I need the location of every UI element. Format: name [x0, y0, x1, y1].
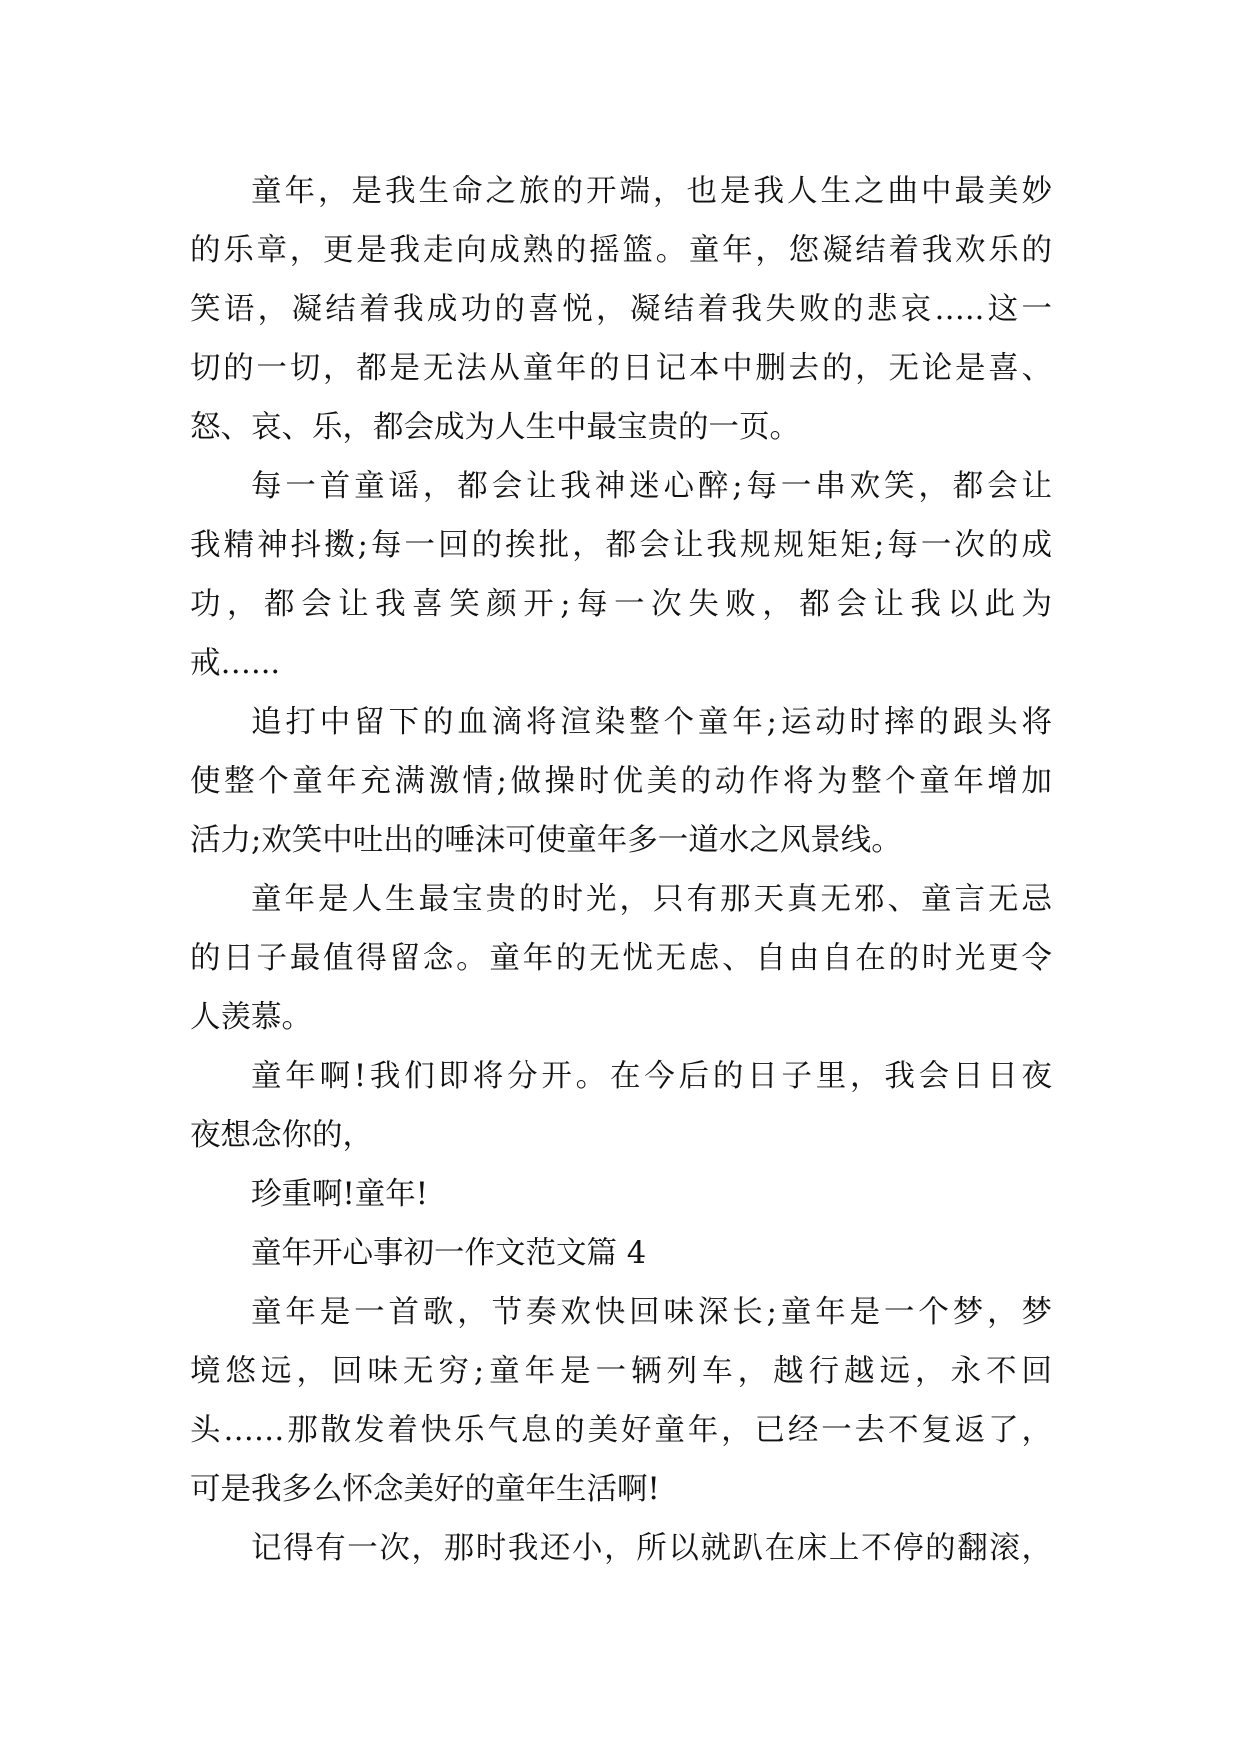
text-line: 笑语，凝结着我成功的喜悦，凝结着我失败的悲哀…..这一 — [190, 292, 1052, 327]
text-line: 功，都会让我喜笑颜开;每一次失败，都会让我以此为 — [190, 587, 1052, 622]
text-line: 活力;欢笑中吐出的唾沫可使童年多一道水之风景线。 — [190, 823, 902, 858]
text-line: 戒…... — [190, 646, 281, 681]
text-line: 记得有一次，那时我还小，所以就趴在床上不停的翻滚， — [251, 1531, 1052, 1566]
text-line: 人羡慕。 — [190, 1000, 312, 1035]
text-line: 的乐章，更是我走向成熟的摇篮。童年，您凝结着我欢乐的 — [190, 233, 1052, 268]
paragraph-4 — [190, 870, 1052, 1047]
text-line: 童年啊!我们即将分开。在今后的日子里，我会日日夜 — [251, 1059, 1052, 1094]
paragraph-5 — [190, 1047, 1052, 1165]
text-line: 怒、哀、乐，都会成为人生中最宝贵的一页。 — [190, 410, 800, 445]
paragraph-8 — [190, 1519, 1052, 1578]
paragraph-1 — [190, 162, 1052, 457]
text-line: 童年是人生最宝贵的时光，只有那天真无邪、童言无忌 — [251, 882, 1052, 917]
paragraph-6 — [190, 1165, 1052, 1224]
text-line: 的日子最值得留念。童年的无忧无虑、自由自在的时光更令 — [190, 941, 1052, 976]
text-line: 头……那散发着快乐气息的美好童年，已经一去不复返了， — [190, 1413, 1052, 1448]
text-line: 使整个童年充满激情;做操时优美的动作将为整个童年增加 — [190, 764, 1052, 799]
paragraph-7 — [190, 1283, 1052, 1519]
text-line: 童年，是我生命之旅的开端，也是我人生之曲中最美妙 — [251, 174, 1052, 209]
text-line: 可是我多么怀念美好的童年生活啊! — [190, 1472, 660, 1507]
document-body — [190, 162, 1052, 1578]
text-line: 每一首童谣，都会让我神迷心醉;每一串欢笑，都会让 — [251, 469, 1052, 504]
text-line: 追打中留下的血滴将渲染整个童年;运动时摔的跟头将 — [251, 705, 1052, 740]
text-line: 我精神抖擞;每一回的挨批，都会让我规规矩矩;每一次的成 — [190, 528, 1052, 563]
paragraph-3 — [190, 693, 1052, 870]
text-line: 珍重啊!童年! — [251, 1177, 429, 1212]
paragraph-2 — [190, 457, 1052, 693]
section-heading — [190, 1224, 1052, 1283]
text-line: 夜想念你的， — [190, 1118, 373, 1153]
text-line: 境悠远，回味无穷;童年是一辆列车，越行越远，永不回 — [190, 1354, 1052, 1389]
heading-line: 童年开心事初一作文范文篇 4 — [251, 1236, 647, 1271]
text-line: 切的一切，都是无法从童年的日记本中删去的，无论是喜、 — [190, 351, 1052, 386]
text-line: 童年是一首歌，节奏欢快回味深长;童年是一个梦，梦 — [251, 1295, 1052, 1330]
